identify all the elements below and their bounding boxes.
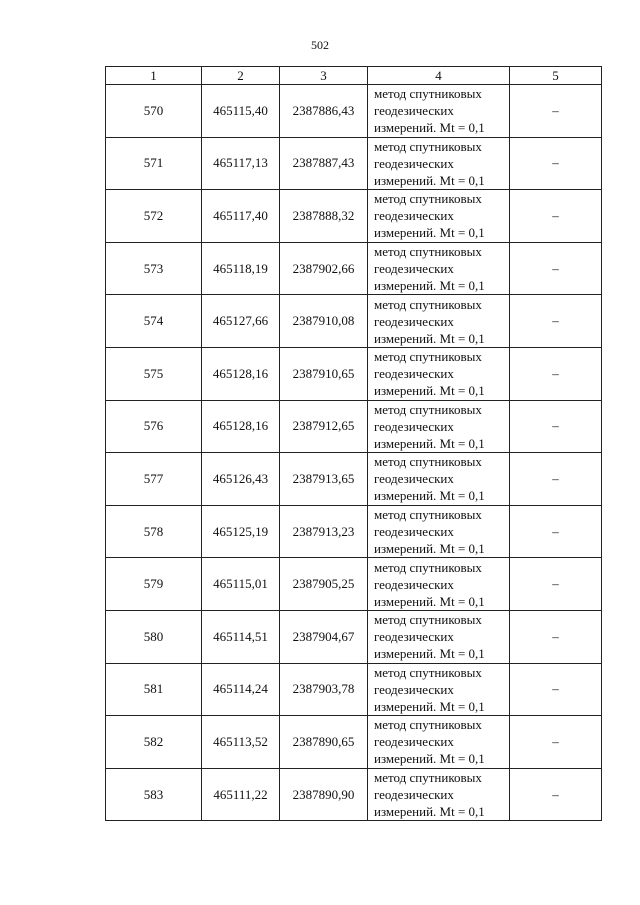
y-coordinate-cell: 2387887,43 <box>280 137 368 190</box>
method-line: метод спутниковых <box>374 559 482 575</box>
method-line: измерений. Mt = 0,1 <box>374 172 485 188</box>
method-cell <box>368 558 510 611</box>
method-line: геодезических <box>374 524 454 540</box>
x-coordinate-cell: 465115,01 <box>202 558 280 611</box>
method-line: метод спутниковых <box>374 244 482 260</box>
point-number-cell: 577 <box>106 453 202 506</box>
column-5-cell: – <box>510 347 602 400</box>
method-line: метод спутниковых <box>374 86 482 102</box>
y-coordinate-cell: 2387912,65 <box>280 400 368 453</box>
x-coordinate-cell: 465114,24 <box>202 663 280 716</box>
method-line: измерений. Mt = 0,1 <box>374 383 485 399</box>
table-row <box>106 663 602 716</box>
method-line: метод спутниковых <box>374 454 482 470</box>
table-row <box>106 137 602 190</box>
column-5-cell: – <box>510 85 602 138</box>
method-cell <box>368 190 510 243</box>
method-line: измерений. Mt = 0,1 <box>374 225 485 241</box>
method-line: измерений. Mt = 0,1 <box>374 541 485 557</box>
x-coordinate-cell: 465127,66 <box>202 295 280 348</box>
method-cell <box>368 768 510 821</box>
table-row <box>106 768 602 821</box>
y-coordinate-cell: 2387913,23 <box>280 505 368 558</box>
y-coordinate-cell: 2387888,32 <box>280 190 368 243</box>
method-line: геодезических <box>374 208 454 224</box>
column-5-cell: – <box>510 242 602 295</box>
column-5-cell: – <box>510 558 602 611</box>
method-cell <box>368 716 510 769</box>
method-line: геодезических <box>374 734 454 750</box>
column-5-cell: – <box>510 663 602 716</box>
y-coordinate-cell: 2387890,90 <box>280 768 368 821</box>
point-number-cell: 579 <box>106 558 202 611</box>
table-row <box>106 610 602 663</box>
column-header: 1 <box>106 67 202 85</box>
column-5-cell: – <box>510 295 602 348</box>
method-line: измерений. Mt = 0,1 <box>374 278 485 294</box>
table-row <box>106 347 602 400</box>
point-number-cell: 578 <box>106 505 202 558</box>
method-line: геодезических <box>374 576 454 592</box>
method-line: геодезических <box>374 418 454 434</box>
y-coordinate-cell: 2387903,78 <box>280 663 368 716</box>
method-line: измерений. Mt = 0,1 <box>374 804 485 820</box>
column-5-cell: – <box>510 505 602 558</box>
column-5-cell: – <box>510 610 602 663</box>
y-coordinate-cell: 2387913,65 <box>280 453 368 506</box>
method-line: метод спутниковых <box>374 296 482 312</box>
column-header: 3 <box>280 67 368 85</box>
method-cell <box>368 453 510 506</box>
method-line: геодезических <box>374 629 454 645</box>
coordinates-table <box>105 66 602 821</box>
method-line: измерений. Mt = 0,1 <box>374 488 485 504</box>
method-line: геодезических <box>374 471 454 487</box>
point-number-cell: 572 <box>106 190 202 243</box>
method-line: геодезических <box>374 261 454 277</box>
point-number-cell: 575 <box>106 347 202 400</box>
method-line: геодезических <box>374 681 454 697</box>
y-coordinate-cell: 2387886,43 <box>280 85 368 138</box>
column-5-cell: – <box>510 453 602 506</box>
table-row <box>106 558 602 611</box>
method-line: метод спутниковых <box>374 612 482 628</box>
column-5-cell: – <box>510 190 602 243</box>
point-number-cell: 573 <box>106 242 202 295</box>
table-row <box>106 400 602 453</box>
method-line: геодезических <box>374 103 454 119</box>
method-line: метод спутниковых <box>374 507 482 523</box>
method-line: метод спутниковых <box>374 401 482 417</box>
point-number-cell: 570 <box>106 85 202 138</box>
point-number-cell: 583 <box>106 768 202 821</box>
table-row <box>106 295 602 348</box>
method-line: измерений. Mt = 0,1 <box>374 698 485 714</box>
column-5-cell: – <box>510 137 602 190</box>
point-number-cell: 571 <box>106 137 202 190</box>
method-cell <box>368 295 510 348</box>
method-cell <box>368 610 510 663</box>
x-coordinate-cell: 465117,40 <box>202 190 280 243</box>
table-row <box>106 85 602 138</box>
x-coordinate-cell: 465126,43 <box>202 453 280 506</box>
y-coordinate-cell: 2387890,65 <box>280 716 368 769</box>
page-number: 502 <box>311 38 329 52</box>
point-number-cell: 576 <box>106 400 202 453</box>
method-line: измерений. Mt = 0,1 <box>374 435 485 451</box>
method-line: геодезических <box>374 787 454 803</box>
x-coordinate-cell: 465114,51 <box>202 610 280 663</box>
column-5-cell: – <box>510 716 602 769</box>
method-line: метод спутниковых <box>374 191 482 207</box>
method-line: измерений. Mt = 0,1 <box>374 646 485 662</box>
x-coordinate-cell: 465118,19 <box>202 242 280 295</box>
method-cell <box>368 137 510 190</box>
method-cell <box>368 505 510 558</box>
x-coordinate-cell: 465128,16 <box>202 347 280 400</box>
column-header: 5 <box>510 67 602 85</box>
column-5-cell: – <box>510 768 602 821</box>
x-coordinate-cell: 465117,13 <box>202 137 280 190</box>
method-line: измерений. Mt = 0,1 <box>374 120 485 136</box>
point-number-cell: 580 <box>106 610 202 663</box>
table-row <box>106 453 602 506</box>
method-cell <box>368 663 510 716</box>
table-header-row <box>106 67 602 85</box>
y-coordinate-cell: 2387910,65 <box>280 347 368 400</box>
point-number-cell: 581 <box>106 663 202 716</box>
method-line: геодезических <box>374 366 454 382</box>
column-5-cell: – <box>510 400 602 453</box>
method-line: метод спутниковых <box>374 717 482 733</box>
table-row <box>106 190 602 243</box>
x-coordinate-cell: 465128,16 <box>202 400 280 453</box>
x-coordinate-cell: 465115,40 <box>202 85 280 138</box>
method-line: метод спутниковых <box>374 770 482 786</box>
table-body <box>106 85 602 821</box>
method-cell <box>368 347 510 400</box>
method-cell <box>368 85 510 138</box>
method-line: геодезических <box>374 313 454 329</box>
point-number-cell: 582 <box>106 716 202 769</box>
method-cell <box>368 242 510 295</box>
x-coordinate-cell: 465125,19 <box>202 505 280 558</box>
method-line: измерений. Mt = 0,1 <box>374 593 485 609</box>
y-coordinate-cell: 2387905,25 <box>280 558 368 611</box>
x-coordinate-cell: 465113,52 <box>202 716 280 769</box>
point-number-cell: 574 <box>106 295 202 348</box>
y-coordinate-cell: 2387904,67 <box>280 610 368 663</box>
table-row <box>106 505 602 558</box>
method-line: измерений. Mt = 0,1 <box>374 330 485 346</box>
method-line: геодезических <box>374 155 454 171</box>
table-row <box>106 716 602 769</box>
method-line: метод спутниковых <box>374 349 482 365</box>
method-line: метод спутниковых <box>374 138 482 154</box>
x-coordinate-cell: 465111,22 <box>202 768 280 821</box>
method-line: измерений. Mt = 0,1 <box>374 751 485 767</box>
y-coordinate-cell: 2387910,08 <box>280 295 368 348</box>
column-header: 4 <box>368 67 510 85</box>
method-cell <box>368 400 510 453</box>
y-coordinate-cell: 2387902,66 <box>280 242 368 295</box>
column-header: 2 <box>202 67 280 85</box>
table-row <box>106 242 602 295</box>
method-line: метод спутниковых <box>374 664 482 680</box>
